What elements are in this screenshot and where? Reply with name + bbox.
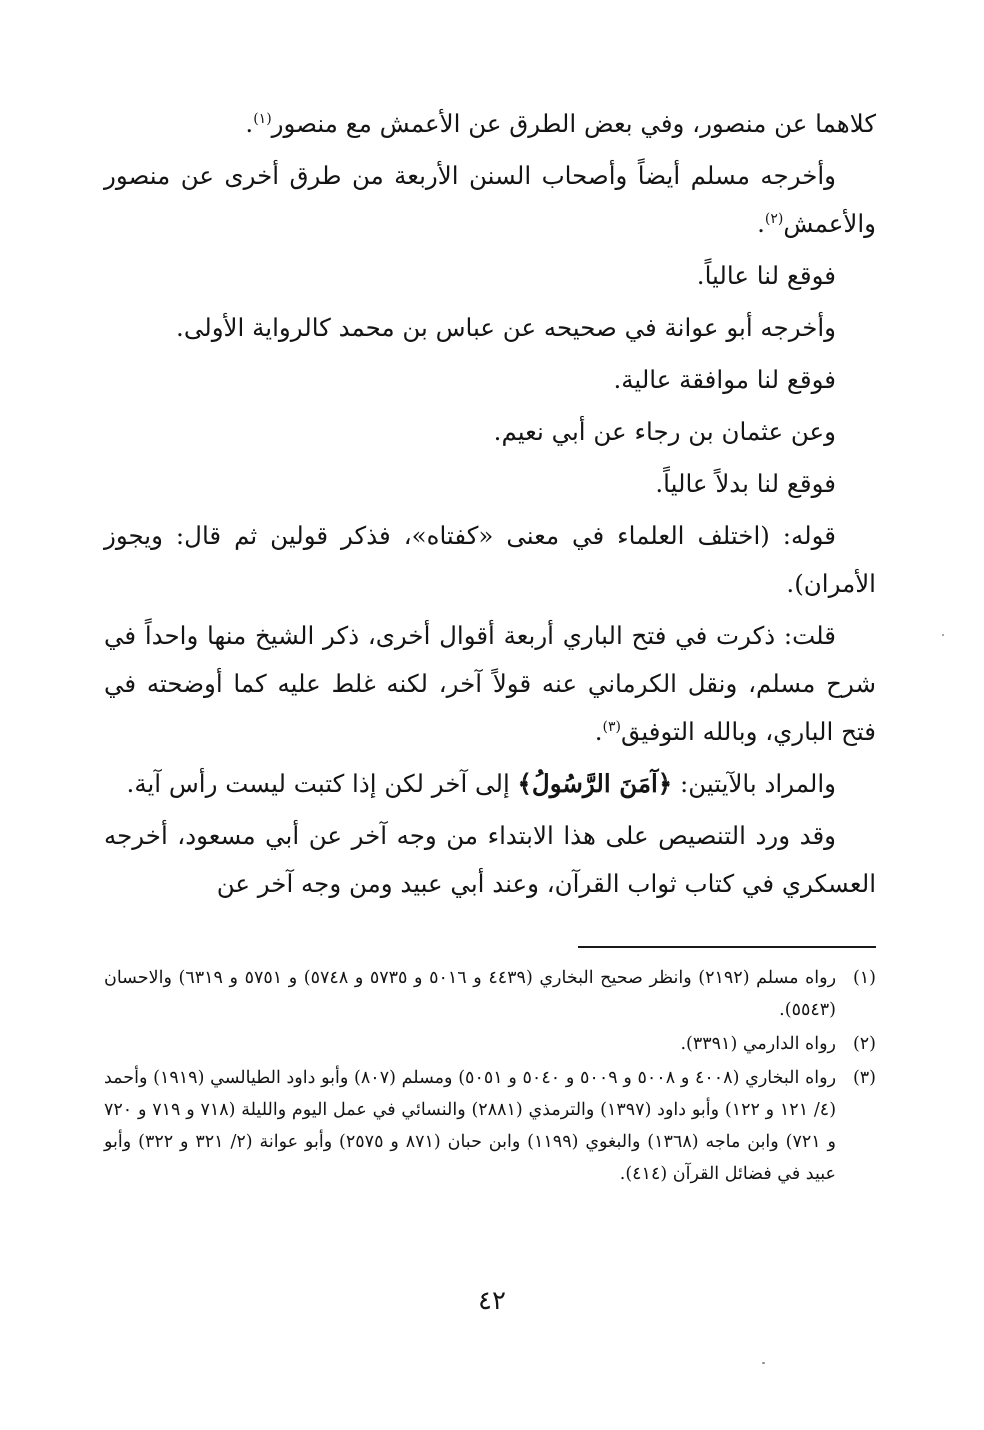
footnote-2 xyxy=(104,1028,876,1060)
paragraph-4: وأخرجه أبو عوانة في صحيحه عن عباس بن محمد كالرواية الأولى. xyxy=(176,313,836,342)
footnote-ref-3[interactable]: (٣) xyxy=(602,718,621,735)
footnote-text: رواه مسلم (٢١٩٢) وانظر صحيح البخاري (٤٤٣٩ و ٥٠١٦ و ٥٧٣٥ و ٥٧٤٨) و ٥٧٥١ و ٦٣١٩) والاحسان (٥٥٤٣). xyxy=(104,968,837,1020)
paragraph-2: وأخرجه مسلم أيضاً وأصحاب السنن الأربعة من طرق أخرى عن منصور والأعمش$^{(٢)}$. xyxy=(104,161,876,238)
footnote-1 xyxy=(104,962,876,1026)
footnote-3 xyxy=(104,1062,876,1190)
paragraph-9: قلت: ذكرت في فتح الباري أربعة أقوال أخرى، ذكر الشيخ منها واحداً في شرح مسلم، ونقل الكرماني عنه قولاً آخر، لكنه غلط عليه كما أوضحته في فتح الباري، وبالله التوفيق$^{(٣)}$. xyxy=(104,621,876,746)
footnote-ref-1[interactable]: (١) xyxy=(253,110,272,127)
paragraph-11: وقد ورد التنصيص على هذا الابتداء من وجه آخر عن أبي مسعود، أخرجه العسكري في كتاب ثواب القرآن، وعند أبي عبيد ومن وجه آخر عن xyxy=(104,821,876,898)
paragraph-3: فوقع لنا عالياً. xyxy=(696,261,836,290)
page-number: ٤٢ xyxy=(478,1286,506,1316)
paragraph-6: وعن عثمان بن رجاء عن أبي نعيم. xyxy=(493,417,836,446)
paragraph-1: كلاهما عن منصور، وفي بعض الطرق عن الأعمش مع منصور$^{(١)}$. xyxy=(245,109,876,138)
footnote-text: رواه البخاري (٤٠٠٨ و ٥٠٠٨ و ٥٠٠٩ و ٥٠٤٠ و ٥٠٥١) ومسلم (٨٠٧) وأبو داود الطيالسي (١٩١٩) وأحمد (٤/ ١٢١ و ١٢٢) وأبو داود (١٣٩٧) والترمذي (٢٨٨١) والنسائي في عمل اليوم والليلة (٧١٨ و ٧١٩ و ٧٢٠ و ٧٢١) وابن ماجه (١٣٦٨) والبغوي (١١٩٩) وابن حبان (٨٧١ و ٢٥٧٥) وأبو عوانة (٢/ ٣٢١ و ٣٢٢) وأبو عبيد في فضائل القرآن (٤١٤). xyxy=(104,1068,837,1184)
paragraph-7: فوقع لنا بدلاً عالياً. xyxy=(655,469,836,498)
paragraph-8: قوله: (اختلف العلماء في معنى «كفتاه»، فذكر قولين ثم قال: ويجوز الأمران). xyxy=(104,521,876,598)
footnote-number: (٣) xyxy=(852,1068,876,1088)
footnote-text: رواه الدارمي (٣٣٩١). xyxy=(680,1034,836,1054)
scan-speck xyxy=(942,634,944,636)
paragraph-10: والمراد بالآيتين: ﴿آمَنَ الرَّسُولُ﴾ إلى آخر لكن إذا كتبت ليست رأس آية. xyxy=(126,769,836,798)
footnote-separator xyxy=(578,946,876,948)
scan-speck xyxy=(762,1362,765,1364)
footnote-ref-2[interactable]: (٢) xyxy=(764,210,784,227)
quran-quote: ﴿آمَنَ الرَّسُولُ﴾ xyxy=(517,769,673,798)
main-text xyxy=(104,100,876,912)
footnotes xyxy=(104,962,876,1192)
paragraph-5: فوقع لنا موافقة عالية. xyxy=(613,365,836,394)
footnote-number: (١) xyxy=(852,968,876,988)
footnote-number: (٢) xyxy=(852,1034,876,1054)
